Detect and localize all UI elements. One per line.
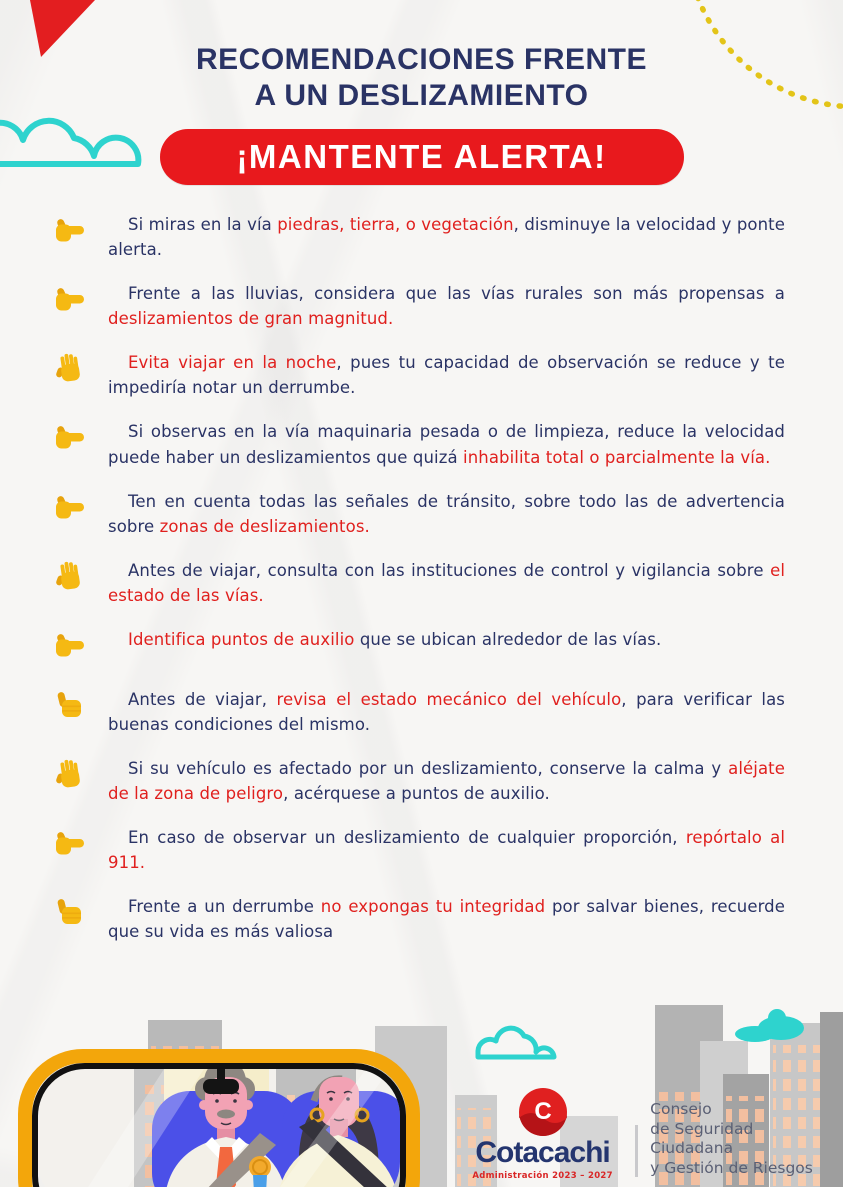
text-segment: Frente a un derrumbe xyxy=(128,897,321,917)
red-corner-triangle xyxy=(0,0,110,64)
text-segment: revisa el estado mecánico del vehículo xyxy=(276,689,622,709)
thumbs-up-icon xyxy=(52,687,94,737)
org-name xyxy=(650,1100,838,1181)
cloud-outline-center-icon xyxy=(474,1024,560,1062)
point-right-icon xyxy=(52,825,94,875)
recommendation-text xyxy=(108,894,785,944)
text-segment: Evita viajar en la noche xyxy=(128,353,337,373)
cloud-outline-left-icon xyxy=(0,96,146,172)
recommendation-text xyxy=(108,825,785,875)
point-right-icon xyxy=(52,212,94,262)
list-item xyxy=(52,212,785,262)
point-right-icon xyxy=(52,489,94,539)
text-segment: deslizamientos de gran magnitud. xyxy=(108,309,394,329)
text-segment: En caso de observar un deslizamiento de cualquier proporción, xyxy=(128,828,686,848)
org-line-1: Consejo xyxy=(650,1099,712,1118)
text-segment: que se ubican alrededor de las vías. xyxy=(354,629,662,649)
recommendation-text xyxy=(108,489,785,539)
org-line-3: y Gestión de Riesgos xyxy=(650,1159,813,1178)
list-item xyxy=(52,350,785,400)
yellow-dotted-arc xyxy=(643,0,843,130)
recommendation-text xyxy=(108,627,785,668)
alert-banner xyxy=(160,129,684,185)
list-item xyxy=(52,558,785,608)
recommendation-text xyxy=(108,350,785,400)
text-segment: aléjate de la zona de peligro xyxy=(108,759,785,804)
text-segment: Identifica puntos de auxilio xyxy=(128,629,355,649)
text-segment: por salvar bienes, recuerde que su vida es más valiosa xyxy=(108,897,785,942)
title-line-2: A UN DESLIZAMIENTO xyxy=(254,79,589,112)
list-item xyxy=(52,419,785,469)
cotacachi-logo xyxy=(460,1088,625,1181)
cloud-solid-right-icon xyxy=(733,1008,805,1042)
text-segment: , acérquese a puntos de auxilio. xyxy=(283,784,550,804)
text-segment: repórtalo al 911. xyxy=(108,828,786,873)
recommendation-text xyxy=(108,419,785,469)
recommendation-text xyxy=(108,687,785,737)
logo-name: Cotacachi xyxy=(475,1136,610,1169)
text-segment: piedras, tierra, o vegetación xyxy=(277,215,514,234)
svg-text:C: C xyxy=(533,1098,552,1125)
logo-divider xyxy=(635,1125,638,1177)
list-item xyxy=(52,627,785,668)
title-line-1: RECOMENDACIONES FRENTE xyxy=(195,43,648,76)
logo-administration: Administración 2023 – 2027 xyxy=(472,1171,613,1181)
alert-banner-label: ¡MANTENTE ALERTA! xyxy=(236,138,607,175)
point-right-icon xyxy=(52,627,94,668)
text-segment: , pues tu capacidad de observación se reduce y te impediría notar un derrumbe. xyxy=(108,353,785,398)
text-segment: Si observas en la vía maquinaria pesada o de limpieza, reduce la velocidad puede haber un deslizamientos que quizá xyxy=(108,422,785,467)
text-segment: Frente a las lluvias, considera que las vías rurales son más propensas a xyxy=(128,284,785,304)
recommendations-list xyxy=(52,212,785,945)
text-segment: , para verificar las buenas condiciones del mismo. xyxy=(108,689,785,735)
car-illustration xyxy=(14,1035,424,1187)
text-segment: zonas de deslizamientos. xyxy=(159,516,370,536)
thumbs-up-icon xyxy=(52,894,94,944)
text-segment: inhabilita total o parcialmente la vía. xyxy=(463,447,771,467)
list-item xyxy=(52,894,785,944)
organization-logo xyxy=(460,1088,838,1181)
text-segment: el estado de las vías. xyxy=(108,560,785,605)
raised-hand-icon xyxy=(52,756,94,806)
text-segment: Antes de viajar, consulta con las instituciones de control y vigilancia sobre xyxy=(128,560,771,580)
point-right-icon xyxy=(52,281,94,331)
recommendation-text xyxy=(108,558,785,608)
text-segment: Ten en cuenta todas las señales de tránsito, sobre todo las de advertencia sobre xyxy=(108,491,785,536)
raised-hand-icon xyxy=(52,350,94,400)
text-segment: Si miras en la vía xyxy=(128,215,278,234)
raised-hand-icon xyxy=(52,558,94,608)
list-item xyxy=(52,756,785,806)
point-right-icon xyxy=(52,419,94,469)
list-item xyxy=(52,687,785,737)
text-segment: no expongas tu integridad xyxy=(320,897,546,917)
text-segment: Antes de viajar, xyxy=(128,689,277,709)
text-segment: Si su vehículo es afectado por un deslizamiento, conserve la calma y xyxy=(128,759,729,779)
recommendation-text xyxy=(108,756,785,806)
recommendation-text xyxy=(108,212,785,262)
org-line-2: de Seguridad Ciudadana xyxy=(650,1119,754,1158)
list-item xyxy=(52,825,785,875)
recommendation-text xyxy=(108,281,785,331)
list-item xyxy=(52,281,785,331)
footer-illustration xyxy=(0,1000,843,1187)
list-item xyxy=(52,489,785,539)
text-segment: , disminuye la velocidad y ponte alerta. xyxy=(108,215,785,260)
cotacachi-emblem-icon xyxy=(519,1088,567,1136)
